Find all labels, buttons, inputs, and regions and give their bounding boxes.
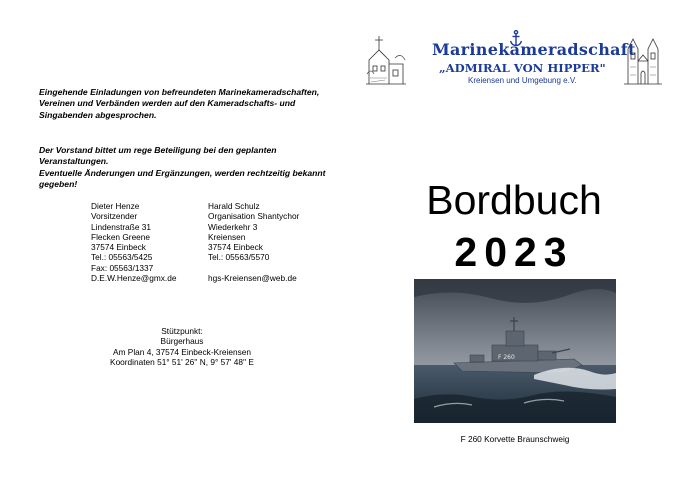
base-building: Bürgerhaus (160, 336, 204, 347)
logo-title: Marinekameradschaft (432, 40, 636, 59)
logo-region: Kreiensen und Umgebung e.V. (468, 76, 577, 85)
contact-name: Dieter Henze (91, 201, 140, 211)
church-icon (622, 31, 664, 85)
base-street: Am Plan 4, 37574 Einbeck-Kreiensen (113, 346, 251, 357)
contact-phone: Tel.: 05563/5570 (208, 252, 270, 263)
notice-line: Der Vorstand bittet um rege Beteiligung bei den geplanten (39, 145, 277, 155)
svg-text:F 260: F 260 (498, 354, 515, 361)
contact-street: Lindenstraße 31 (91, 221, 151, 232)
contact-name: Harald Schulz (208, 201, 260, 211)
contact-email: D.E.W.Henze@gmx.de (91, 273, 177, 284)
spacer (208, 263, 338, 273)
contact-city: 37574 Einbeck (91, 242, 146, 253)
contact-organisation (208, 201, 338, 283)
notice-line: Eingehende Einladungen von befreundeten Marinekameradschaften, (39, 87, 320, 97)
notice-line: Eventuelle Änderungen und Ergänzungen, werden rechtzeitig bekannt (39, 168, 326, 178)
notice-line: Vereinen und Verbänden werden auf den Kameradschafts- und (39, 98, 296, 109)
notice-invitations (39, 87, 359, 121)
mill-building-icon (365, 30, 407, 85)
photo-caption: F 260 Korvette Braunschweig (460, 434, 570, 444)
contact-role: Vorsitzender (91, 211, 138, 222)
logo-subtitle: „ADMIRAL VON HIPPER" (439, 61, 606, 75)
contact-fax: Fax: 05563/1337 (91, 262, 154, 273)
corvette-ship-photo (414, 279, 616, 423)
contact-phone: Tel.: 05563/5425 (91, 252, 153, 263)
club-logo (365, 30, 665, 88)
notice-line: Veranstaltungen. (39, 156, 109, 167)
booklet-year: 2023 (454, 229, 574, 275)
notice-line: gegeben! (39, 179, 78, 190)
contact-city: 37574 Einbeck (208, 242, 263, 253)
notice-changes (39, 168, 359, 191)
notice-board-request (39, 145, 359, 168)
notice-line: Singabenden abgesprochen. (39, 109, 157, 120)
contact-locality: Flecken Greene (91, 231, 151, 242)
contact-role: Organisation Shantychor (208, 211, 300, 222)
base-label: Stützpunkt: (161, 326, 203, 336)
contact-locality: Kreiensen (208, 231, 246, 242)
booklet-title: Bordbuch (426, 177, 602, 223)
base-address (72, 326, 292, 367)
contact-email: hgs-Kreiensen@web.de (208, 273, 297, 284)
contact-chairman (91, 201, 201, 283)
contact-street: Wiederkehr 3 (208, 221, 258, 232)
base-coordinates: Koordinaten 51° 51' 26'' N, 9° 57' 48'' E (110, 356, 254, 367)
